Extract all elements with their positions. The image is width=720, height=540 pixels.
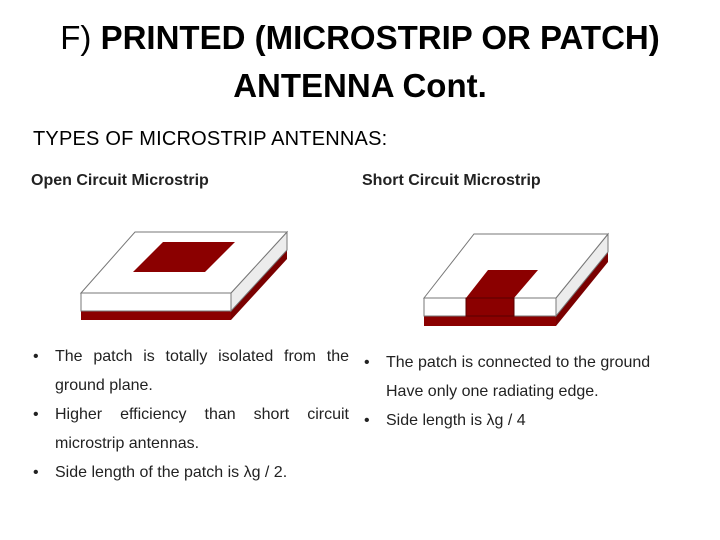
short-circuit-diagram xyxy=(418,226,618,331)
title-line-2: ANTENNA Cont. xyxy=(233,67,487,104)
open-circuit-heading: Open Circuit Microstrip xyxy=(31,172,209,189)
substrate-front xyxy=(81,293,231,311)
ground-plane-front xyxy=(81,311,231,320)
bullet-side-length: • Side length of the patch is λg / 2. xyxy=(31,458,349,487)
open-circuit-diagram xyxy=(75,226,295,326)
title-prefix: F) xyxy=(60,19,92,56)
short-circuit-bullets xyxy=(362,348,682,435)
shorting-wall xyxy=(466,298,514,316)
bullet-connected-cont: Have only one radiating edge. xyxy=(386,383,599,400)
bullet-isolated: • The patch is totally isolated from the xyxy=(31,342,349,371)
bullet-efficiency-cont: microstrip antennas. xyxy=(55,435,200,452)
bullet-side-length-short: • Side length is λg / 4 xyxy=(362,406,682,435)
slide-title xyxy=(0,14,720,110)
title-line-1 xyxy=(0,14,720,62)
bullet-efficiency: • Higher efficiency than short circuit xyxy=(31,400,349,429)
bullet-isolated-cont: ground plane. xyxy=(55,377,153,394)
title-text-1: PRINTED (MICROSTRIP OR PATCH) xyxy=(100,19,660,56)
open-circuit-bullets xyxy=(31,342,349,487)
bullet-connected: • The patch is connected to the ground xyxy=(362,348,682,377)
ground-plane-front xyxy=(424,316,556,326)
slide-subtitle: TYPES OF MICROSTRIP ANTENNAS: xyxy=(33,128,388,150)
short-circuit-heading: Short Circuit Microstrip xyxy=(362,172,541,189)
